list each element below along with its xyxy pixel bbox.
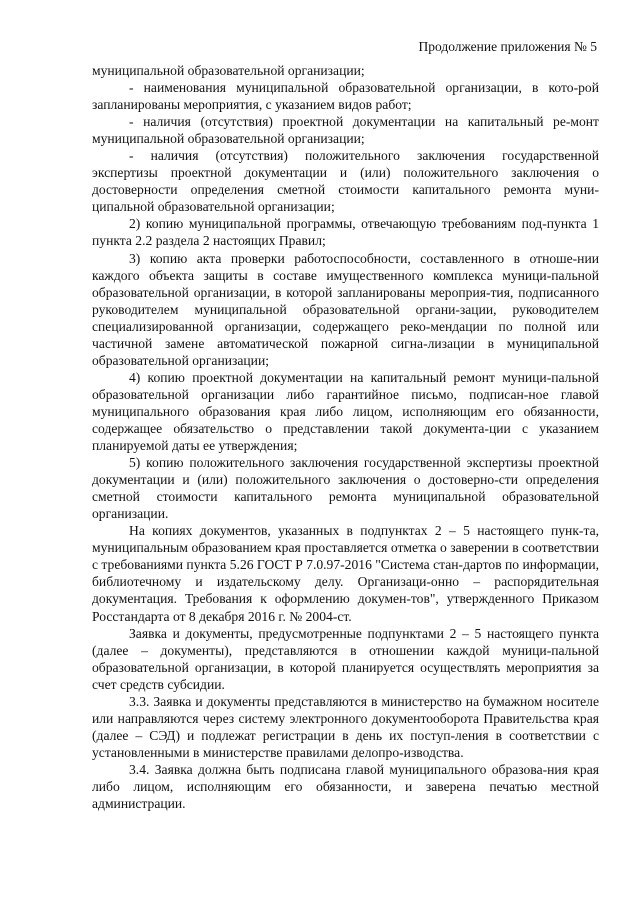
- paragraph-documents: Заявка и документы, предусмотренные подпунктами 2 – 5 настоящего пункта (далее – документы), представляются в отношении каждой муници-пальной образовательной организации, в которой планируется осуществлять мероприятия за счет средств субсидии.: [92, 625, 599, 692]
- paragraph-subitem-4: 4) копию проектной документации на капитальный ремонт муници-пальной образовательной организации либо гарантийное письмо, подписан-ное главой муниципального образования края либо лицом, исполняющим его обязанности, содержащее обязательство о представлении такой документа-ции с указанием планируемой даты ее утверждения;: [92, 369, 599, 454]
- document-body: [92, 62, 599, 812]
- paragraph-subitem-2: 2) копию муниципальной программы, отвечающую требованиям под-пункта 1 пункта 2.2 раздела 2 настоящих Правил;: [92, 216, 599, 249]
- paragraph-section-3-4: 3.4. Заявка должна быть подписана главой муниципального образова-ния края либо лицом, исполняющим его обязанности, и заверена печатью местной администрации.: [92, 761, 599, 812]
- paragraph-certification: На копиях документов, указанных в подпунктах 2 – 5 настоящего пунк-та, муниципальным образованием края проставляется отметка о заверении в соответствии с требованиями пункта 5.26 ГОСТ Р 7.0.97-2016 "Система стан-дартов по информации, библиотечному и издательскому делу. Организаци-онно – распорядительная документация. Требования к оформлению докумен-тов", утвержденного Приказом Росстандарта от 8 декабря 2016 г. № 2004-ст.: [92, 523, 599, 624]
- paragraph-subitem-5: 5) копию положительного заключения государственной экспертизы проектной документации и (или) положительного заключения о достоверно-сти определения сметной стоимости капитального ремонта муниципальной образовательной организации.: [92, 455, 599, 522]
- paragraph-subitem-3: 3) копию акта проверки работоспособности, составленного в отноше-нии каждого объекта защиты в составе имущественного комплекса муници-пальной образовательной организации, в которой запланированы мероприя-тия, подписанного руководителем муниципальной образовательной органи-зации, руководителем специализированной организации, содержащего реко-мендации по полной или частичной замене автоматической пожарной сигна-лизации в муниципальной образовательной организации;: [92, 250, 599, 368]
- paragraph-item-name: - наименования муниципальной образовательной организации, в кото-рой запланированы мероприятия, с указанием видов работ;: [92, 80, 599, 113]
- paragraph-section-3-3: 3.3. Заявка и документы представляются в министерство на бумажном носителе или направляются через систему электронного документооборота Правительства края (далее – СЭД) и подлежат регистрации в день их поступ-ления в соответствии с установленными в министерстве правилами делопро-изводства.: [92, 693, 599, 760]
- paragraph-item-expertise: - наличия (отсутствия) положительного заключения государственной экспертизы проектной документации и (или) положительного заключения о достоверности определения сметной стоимости капитального ремонта муни-ципальной образовательной организации;: [92, 148, 599, 215]
- paragraph-continuation: муниципальной образовательной организации;: [92, 63, 365, 78]
- paragraph-item-project-docs: - наличия (отсутствия) проектной документации на капитальный ре-монт муниципальной образовательной организации;: [92, 114, 599, 147]
- appendix-continuation-header: Продолжение приложения № 5: [418, 39, 597, 54]
